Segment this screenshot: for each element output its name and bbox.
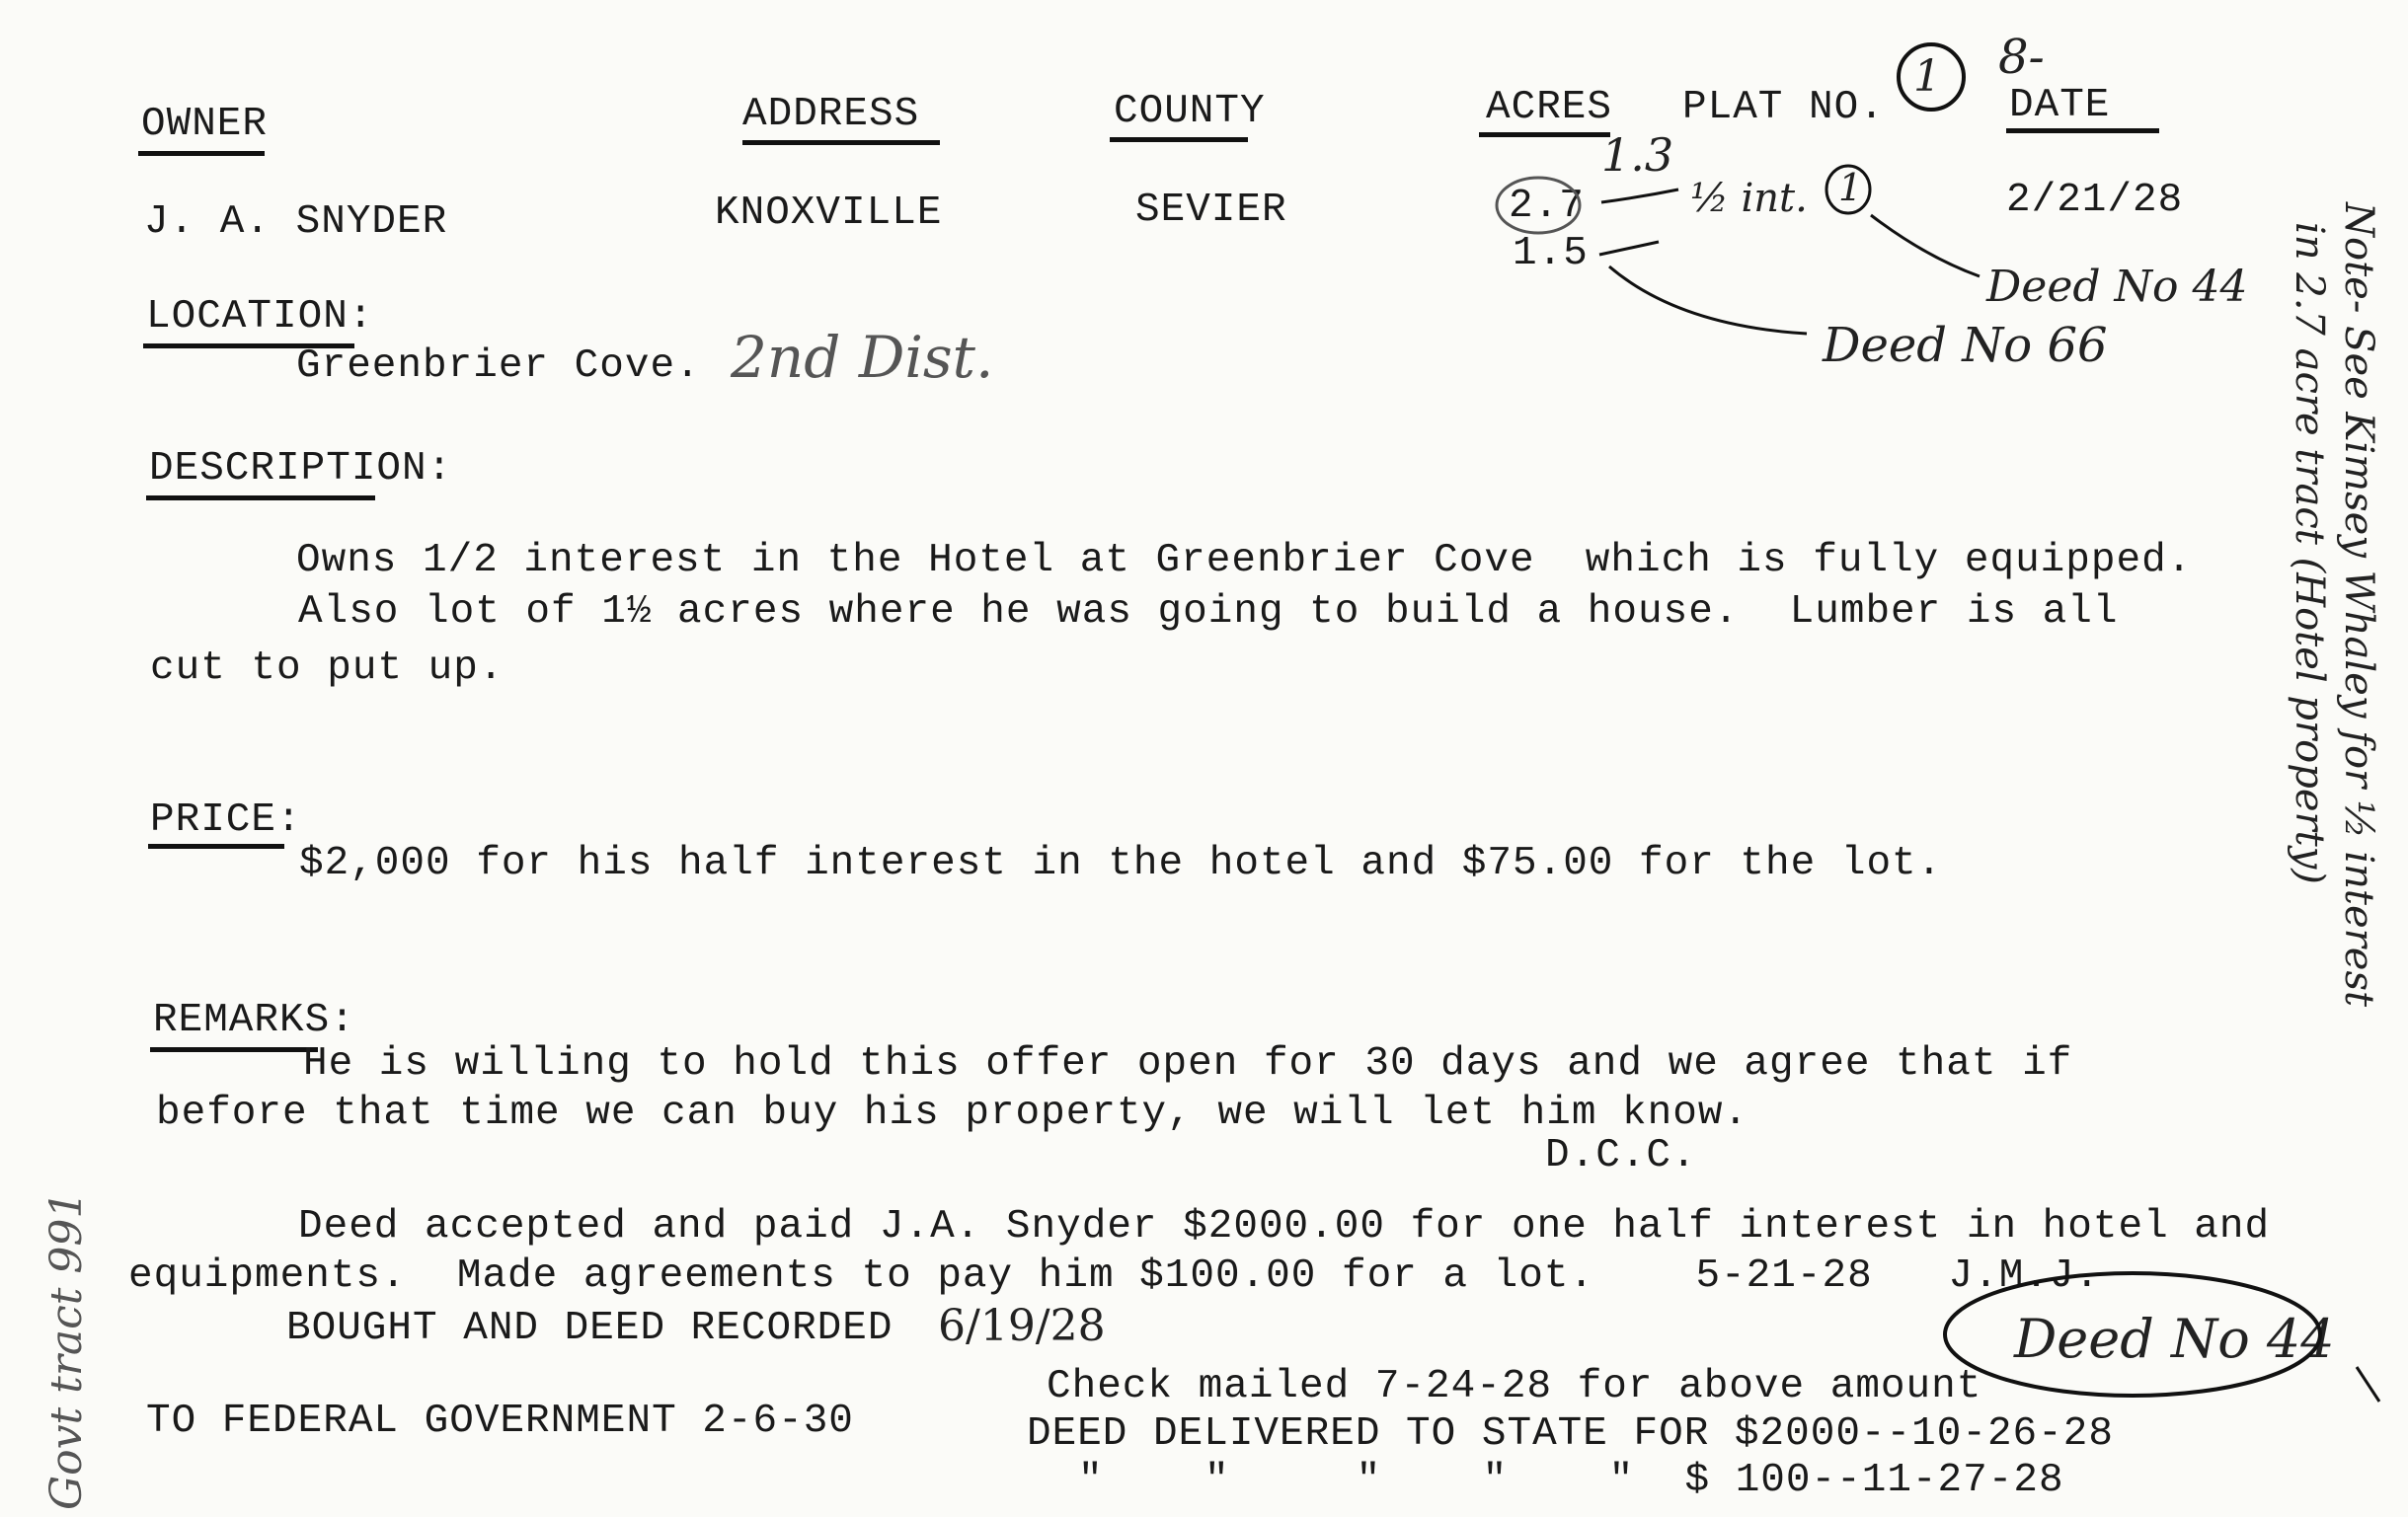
- remarks-line-1: He is willing to hold this offer open for 30 days and we agree that if: [303, 1041, 2073, 1087]
- top-handwritten-mark: 8-: [1998, 30, 2045, 85]
- govt-tract-vertical-note: Govt tract 991: [41, 1190, 92, 1510]
- plat-no-header: PLAT NO.: [1682, 85, 1885, 130]
- side-note-line-2: in 2.7 acre tract (Hotel property): [2287, 222, 2332, 884]
- description-line-3: cut to put up.: [150, 645, 505, 691]
- remarks-initials: D.C.C.: [1545, 1133, 1697, 1178]
- location-label: LOCATION:: [146, 294, 374, 340]
- price-label: PRICE:: [150, 797, 302, 843]
- ditto-line-text: " " " " " $ 100--11-27-28: [1078, 1458, 2064, 1503]
- half-int-connector: [1601, 190, 1678, 202]
- federal-government-text: TO FEDERAL GOVERNMENT 2-6-30: [146, 1399, 854, 1444]
- deed-66-connector: [1609, 266, 1807, 334]
- address-value: KNOXVILLE: [715, 190, 943, 236]
- date-header: DATE: [2009, 83, 2111, 128]
- circled-one-ring: [1826, 166, 1870, 213]
- half-interest-note: ½ int.: [1690, 176, 1808, 221]
- circled-one-note: 1: [1838, 166, 1863, 209]
- remarks-label: REMARKS:: [153, 998, 355, 1043]
- deed-44-connector: [1871, 215, 1980, 276]
- plat-number-circled: 1: [1913, 51, 1941, 102]
- bought-recorded-date: 6/19/28: [938, 1301, 1106, 1351]
- district-handwritten-note: 2nd Dist.: [731, 324, 994, 391]
- plat-number-circle: [1899, 44, 1964, 110]
- acres-value-2: 1.5: [1513, 231, 1589, 276]
- deed-delivered-text: DEED DELIVERED TO STATE FOR $2000--10-26-28: [1027, 1411, 2114, 1457]
- acres-second-connector: [1599, 242, 1659, 255]
- deed-no-44-bottom-ellipse: [1945, 1273, 2320, 1396]
- acres-value-1: 2.7: [1509, 184, 1585, 229]
- deed-no-44-note: Deed No 44: [1986, 262, 2248, 312]
- side-note-line-1: Note- See Kimsey Whaley for ½ interest: [2336, 202, 2381, 1008]
- county-value: SEVIER: [1135, 188, 1287, 233]
- remarks-line-2: before that time we can buy his property, we will let him know.: [156, 1091, 1749, 1136]
- location-text: Greenbrier Cove.: [296, 343, 701, 389]
- acres-header: ACRES: [1486, 85, 1613, 130]
- remarks-line-3: Deed accepted and paid J.A. Snyder $2000.00 for one half interest in hotel and: [298, 1204, 2271, 1250]
- description-line-1: Owns 1/2 interest in the Hotel at Greenbrier Cove which is fully equipped.: [296, 538, 2193, 583]
- owner-value: J. A. SNYDER: [144, 199, 448, 245]
- owner-header: OWNER: [141, 102, 269, 147]
- date-value: 2/21/28: [2006, 178, 2184, 223]
- deed-no-66-note: Deed No 66: [1823, 318, 2108, 373]
- county-header: COUNTY: [1114, 89, 1266, 134]
- description-label: DESCRIPTION:: [149, 446, 453, 492]
- side-note-end-stroke: [2357, 1367, 2379, 1402]
- acres-value-circle: [1497, 178, 1580, 233]
- price-text: $2,000 for his half interest in the hotel and $75.00 for the lot.: [299, 841, 1943, 886]
- acres-handwritten-note: 1.3: [1601, 128, 1674, 182]
- deed-no-44-bottom-note: Deed No 44: [2014, 1308, 2335, 1370]
- address-header: ADDRESS: [742, 92, 920, 137]
- description-line-2: Also lot of 1½ acres where he was going to build a house. Lumber is all: [298, 589, 2119, 635]
- remarks-line-4: equipments. Made agreements to pay him $100.00 for a lot. 5-21-28 J.M.J.: [128, 1253, 2101, 1299]
- bought-recorded-text: BOUGHT AND DEED RECORDED: [286, 1306, 893, 1351]
- check-mailed-text: Check mailed 7-24-28 for above amount: [1047, 1364, 1982, 1409]
